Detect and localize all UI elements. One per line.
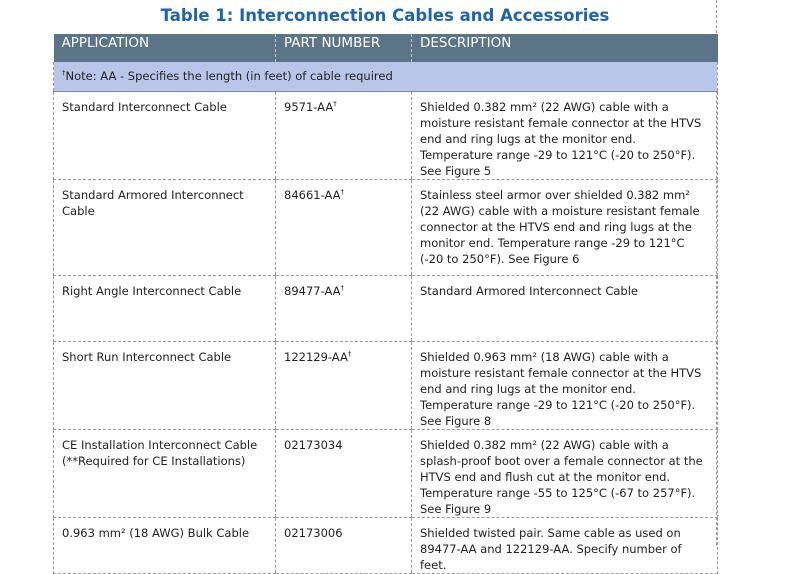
description-cell: Stainless steel armor over shielded 0.382 mm² (22 AWG) cable with a moisture resistant female connector at the HTVS end and ring lugs at the monitor end. Temperature range -29 to 121°C (-20 to 250°F). See Figure 6 — [412, 179, 718, 275]
application-cell: Standard Armored Interconnect Cable — [54, 179, 276, 275]
part-number: 02173006 — [284, 525, 343, 540]
part-number: 122129-AA — [284, 349, 348, 364]
part-number: 9571-AA — [284, 99, 334, 114]
table-row — [54, 429, 718, 517]
header-description: DESCRIPTION — [412, 34, 718, 62]
description-cell: Shielded 0.963 mm² (18 AWG) cable with a moisture resistant female connector at the HTVS end and ring lugs at the monitor end. Temperature range -29 to 121°C (-20 to 250°F). See Figure 8 — [412, 341, 718, 429]
note-row — [54, 62, 718, 91]
cables-table — [53, 34, 718, 574]
description-cell: Shielded 0.382 mm² (22 AWG) cable with a splash-proof boot over a female connector at the HTVS end and flush cut at the monitor end. Temperature range -55 to 125°C (-67 to 257°F). See Figure 9 — [412, 429, 718, 517]
header-part-number: PART NUMBER — [276, 34, 412, 62]
part-number-cell — [276, 179, 412, 275]
part-number-cell — [276, 91, 412, 179]
description-cell: Shielded 0.382 mm² (22 AWG) cable with a moisture resistant female connector at the HTVS end and ring lugs at the monitor end. Temperature range -29 to 121°C (-20 to 250°F). See Figure 5 — [412, 91, 718, 179]
part-number: 02173034 — [284, 437, 343, 452]
application-cell: 0.963 mm² (18 AWG) Bulk Cable — [54, 517, 276, 573]
table-header-row — [54, 34, 718, 62]
part-number: 89477-AA — [284, 283, 341, 298]
note-text: Note: AA - Specifies the length (in feet) of cable required — [65, 69, 393, 84]
part-number-cell — [276, 517, 412, 573]
note-cell — [54, 62, 718, 91]
description-cell: Standard Armored Interconnect Cable — [412, 275, 718, 341]
application-cell: CE Installation Interconnect Cable (**Required for CE Installations) — [54, 429, 276, 517]
table-row — [54, 517, 718, 573]
part-number-cell — [276, 429, 412, 517]
part-dagger: † — [347, 349, 352, 358]
part-dagger: † — [340, 187, 345, 196]
table-row — [54, 179, 718, 275]
note-dagger: † — [62, 69, 66, 78]
part-number: 84661-AA — [284, 187, 341, 202]
table-row — [54, 91, 718, 179]
application-cell: Standard Interconnect Cable — [54, 91, 276, 179]
table-row — [54, 275, 718, 341]
part-number-cell — [276, 275, 412, 341]
table-title: Table 1: Interconnection Cables and Accessories — [160, 6, 610, 25]
part-number-cell — [276, 341, 412, 429]
description-cell: Shielded twisted pair. Same cable as used on 89477-AA and 122129-AA. Specify number of feet. — [412, 517, 718, 573]
application-cell: Right Angle Interconnect Cable — [54, 275, 276, 341]
header-application: APPLICATION — [54, 34, 276, 62]
part-dagger: † — [333, 99, 337, 108]
table-row — [54, 341, 718, 429]
application-cell: Short Run Interconnect Cable — [54, 341, 276, 429]
part-dagger: † — [340, 283, 345, 292]
